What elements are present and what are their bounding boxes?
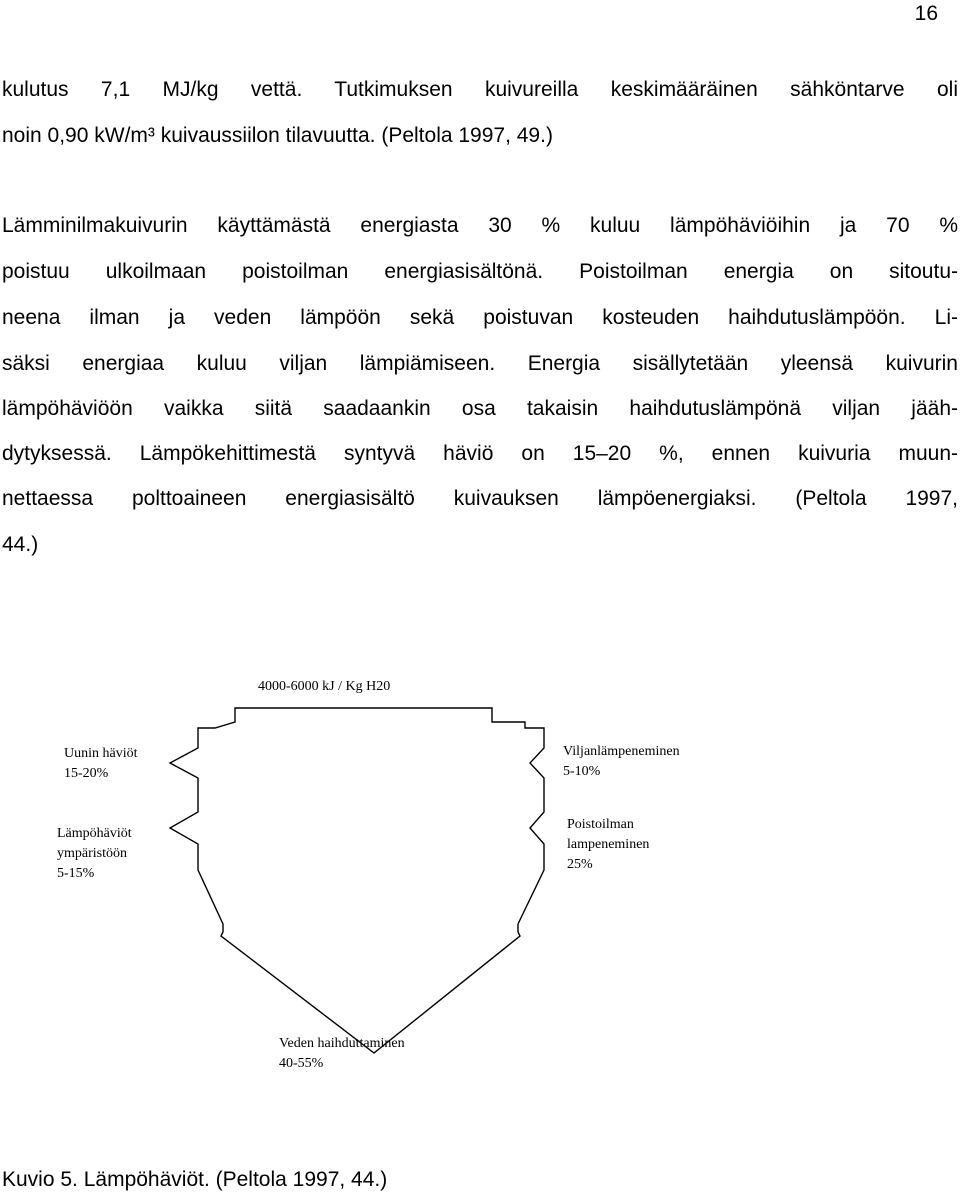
paragraph-2-line-5: lämpöhäviöön vaikka siitä saadaankin osa takaisin haihdutuslämpönä viljan jääh- (2, 397, 958, 420)
left-label-2-line-3: 5-15% (57, 866, 95, 881)
paragraph-2-line-6: dytyksessä. Lämpökehittimestä syntyvä häviö on 15–20 %, ennen kuivuria muun- (2, 442, 958, 465)
paragraph-2-line-1: Lämminilmakuivurin käyttämästä energiasta 30 % kuluu lämpöhäviöihin ja 70 % (2, 214, 958, 237)
left-label-2-line-1: Lämpöhäviöt (57, 826, 132, 841)
right-label-2-line-2: lampeneminen (567, 837, 650, 852)
bottom-label-line-1: Veden haihduttaminen (279, 1036, 405, 1051)
right-label-1-line-2: 5-10% (563, 764, 601, 779)
left-label-1-line-1: Uunin häviöt (64, 746, 138, 761)
left-label-2-line-2: ympäristöön (57, 846, 127, 861)
paragraph-1-line-1: kulutus 7,1 MJ/kg vettä. Tutkimuksen kuivureilla keskimääräinen sähköntarve oli (2, 78, 958, 101)
top-label: 4000-6000 kJ / Kg H20 (258, 679, 391, 694)
heat-loss-diagram (0, 660, 960, 1120)
paragraph-2-line-3: neena ilman ja veden lämpöön sekä poistuvan kosteuden haihdutuslämpöön. Li- (2, 306, 958, 329)
paragraph-2-line-8: 44.) (2, 533, 39, 556)
right-label-1-line-1: Viljanlämpeneminen (563, 744, 680, 759)
paragraph-2-line-2: poistuu ulkoilmaan poistoilman energiasisältönä. Poistoilman energia on sitoutu- (2, 260, 958, 283)
bottom-label-line-2: 40-55% (279, 1056, 324, 1071)
paragraph-1-line-2: noin 0,90 kW/m³ kuivaussiilon tilavuutta. (Peltola 1997, 49.) (2, 124, 553, 147)
paragraph-2-line-7: nettaessa polttoaineen energiasisältö kuivauksen lämpöenergiaksi. (Peltola 1997, (2, 487, 958, 510)
page-number: 16 (914, 2, 938, 25)
left-label-1-line-2: 15-20% (64, 766, 109, 781)
right-label-2-line-3: 25% (567, 857, 593, 872)
figure-caption: Kuvio 5. Lämpöhäviöt. (Peltola 1997, 44.) (2, 1168, 388, 1191)
energy-flow-shape (170, 708, 544, 1053)
right-label-2-line-1: Poistoilman (567, 817, 634, 832)
paragraph-2-line-4: säksi energiaa kuluu viljan lämpiämiseen. Energia sisällytetään yleensä kuivurin (2, 352, 958, 375)
